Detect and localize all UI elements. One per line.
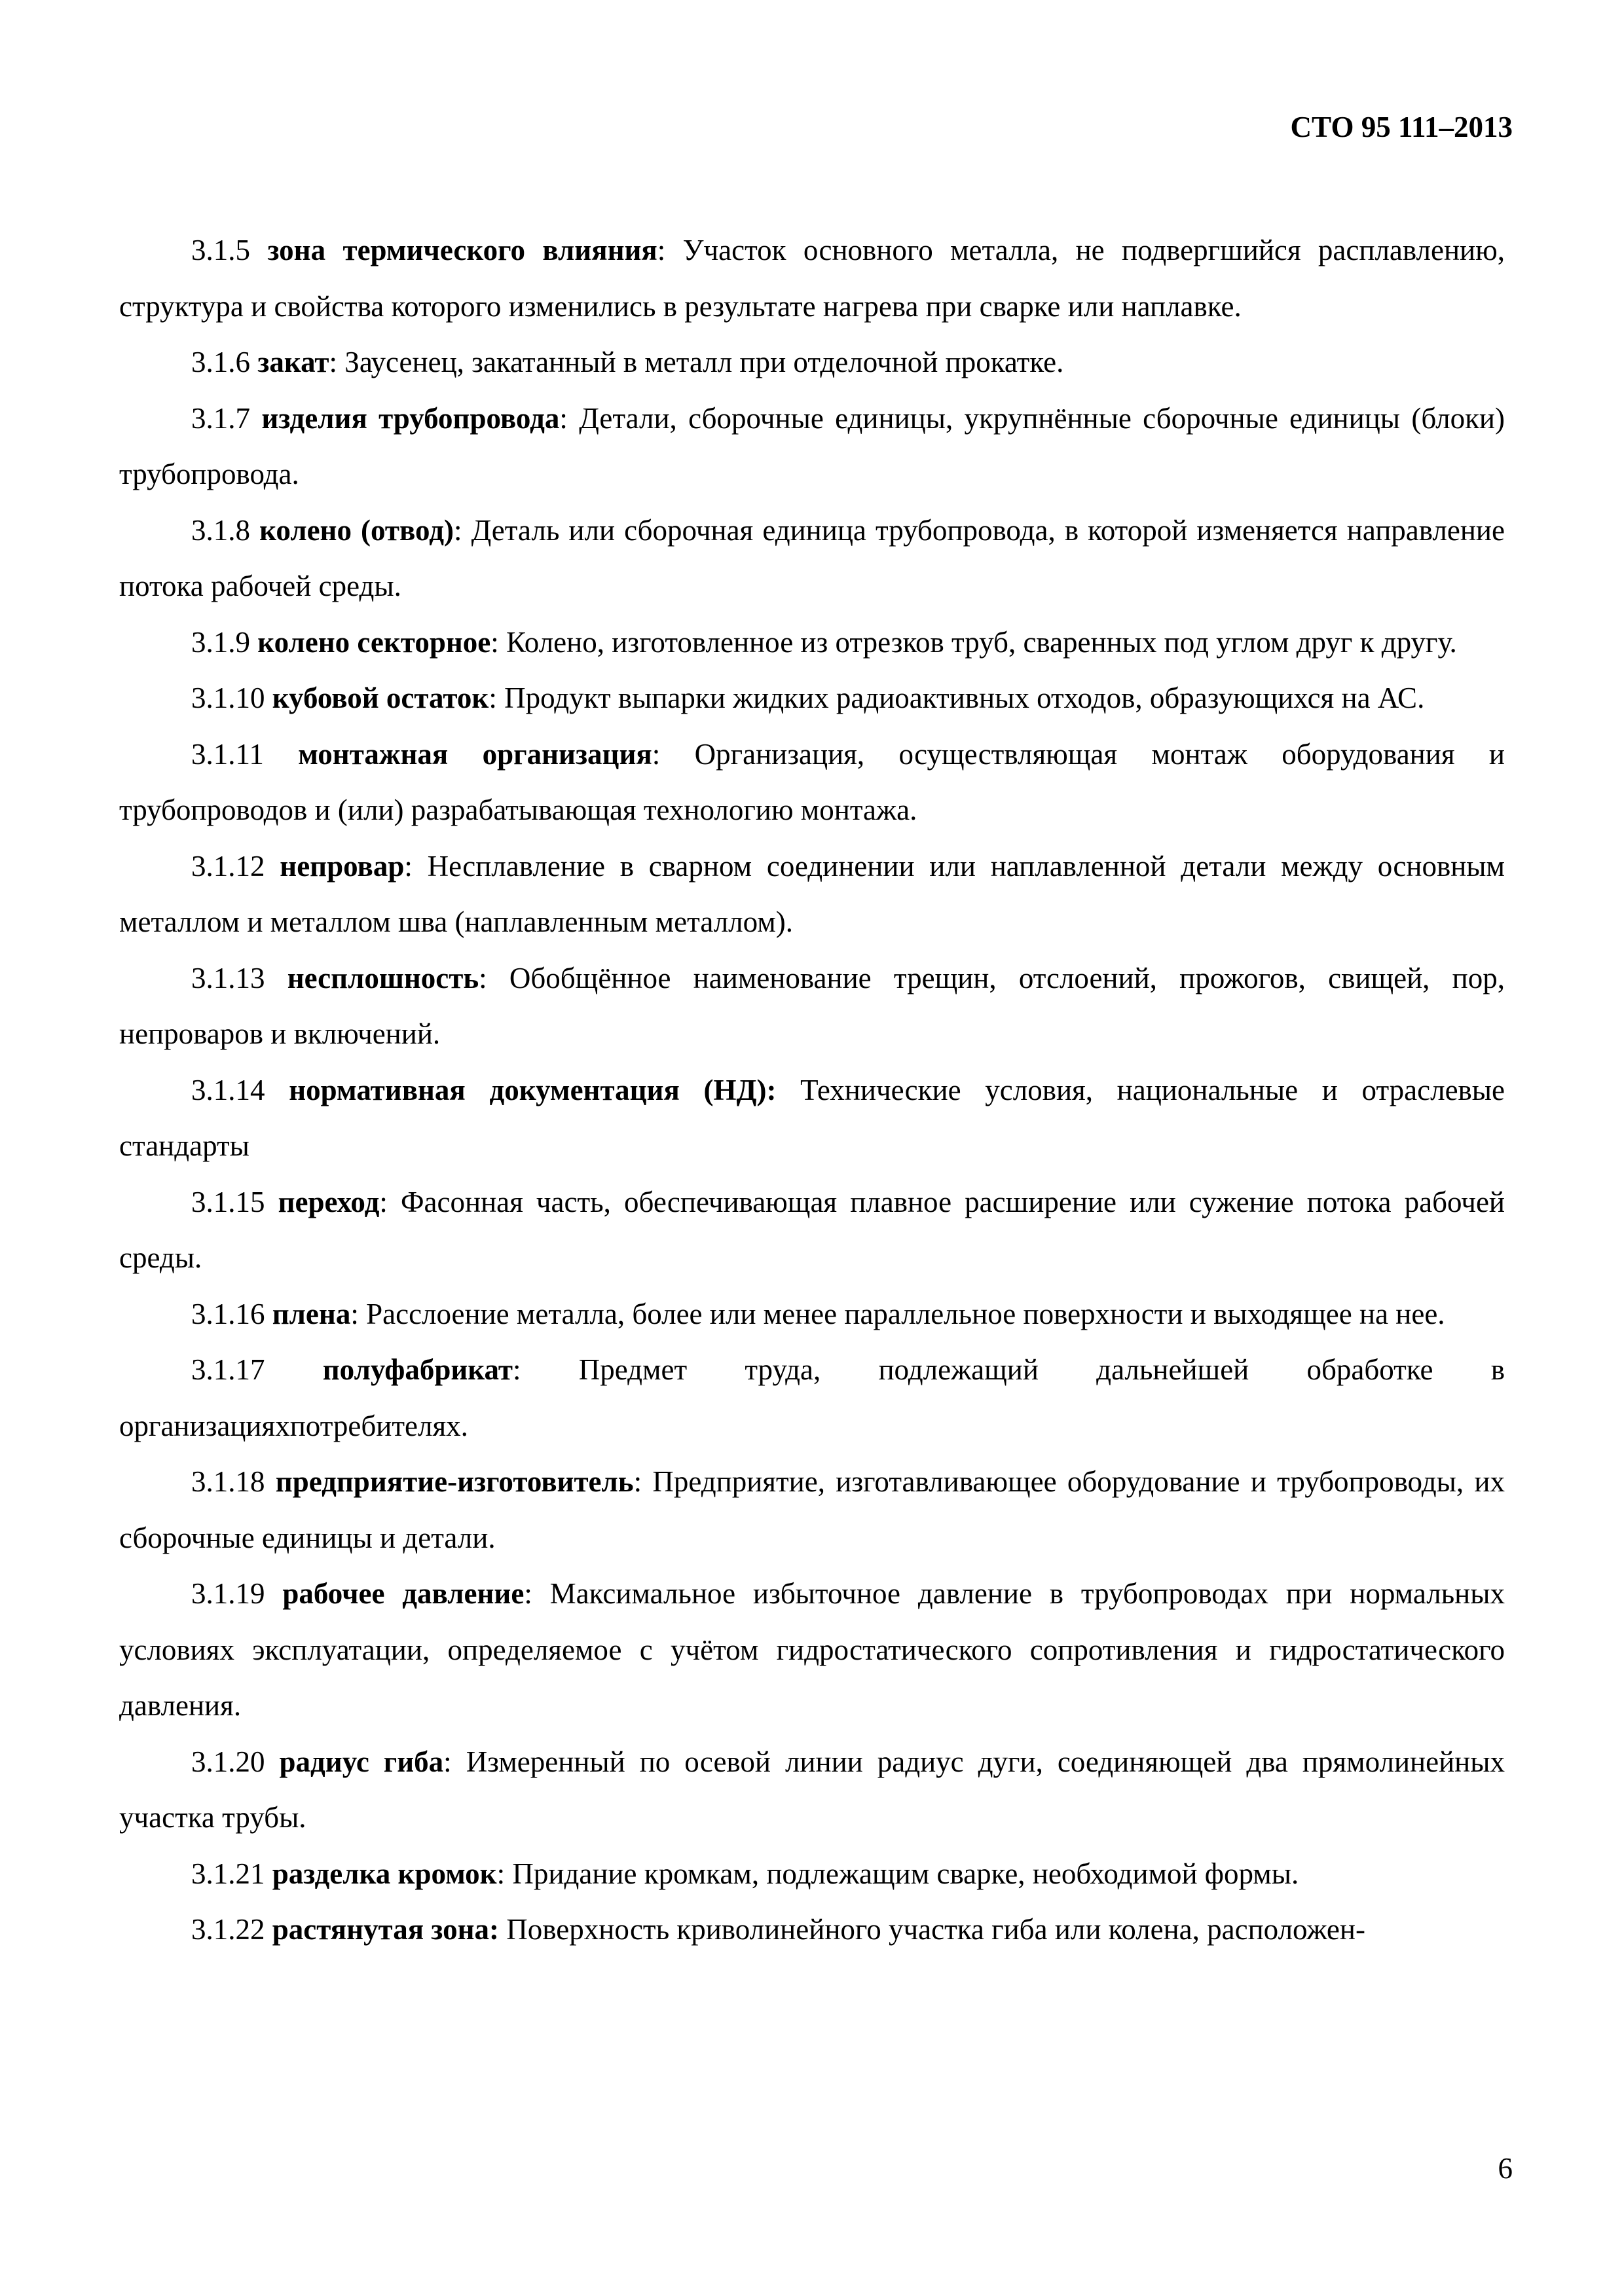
definition-separator: : [479, 961, 509, 994]
definition-number: 3.1.5 [191, 234, 250, 266]
definition-text: Максимальное избыточное давление в трубопроводах при нормальных условиях эксплуатации, определяемое с учётом гидростатического сопротивления и гидростатического давления. [119, 1577, 1505, 1722]
definition-term: разделка кромок [272, 1857, 497, 1890]
definition-term: колено (отвод) [259, 513, 454, 547]
definition-item [119, 335, 1505, 391]
definition-item [119, 1566, 1505, 1734]
definition-item [119, 1846, 1505, 1903]
definition-text: Обобщённое наименование трещин, отслоений, прожогов, свищей, пор, непроваров и включений. [119, 961, 1505, 1050]
definition-item [119, 670, 1505, 727]
definition-separator: : [329, 346, 345, 378]
definition-term: колено секторное [257, 625, 491, 659]
definition-separator: : [453, 513, 471, 547]
definition-item [119, 1902, 1505, 1958]
definition-text: Измеренный по осевой линии радиус дуги, соединяющей два прямолинейных участка трубы. [119, 1745, 1505, 1834]
definitions-list [119, 223, 1505, 1958]
definition-term: кубовой остаток [272, 682, 489, 714]
definition-separator: : [652, 737, 695, 771]
definition-separator: : [524, 1577, 550, 1610]
definition-separator: : [559, 401, 580, 435]
definition-number: 3.1.11 [191, 737, 264, 771]
definition-text: Продукт выпарки жидких радиоактивных отходов, образующихся на АС. [504, 682, 1425, 714]
definition-number: 3.1.8 [191, 513, 250, 547]
definition-separator: : [350, 1297, 367, 1330]
definition-text: Предприятие, изготавливающее оборудование и трубопроводы, их сборочные единицы и детали. [119, 1465, 1505, 1554]
definition-term: предприятие-изготовитель [275, 1465, 634, 1498]
definition-term: полуфабрикат [322, 1353, 513, 1386]
definition-text: Детали, сборочные единицы, укрупнённые сборочные единицы (блоки) трубопровода. [119, 401, 1505, 490]
definition-number: 3.1.19 [191, 1577, 265, 1610]
definition-term: переход [278, 1185, 380, 1218]
definition-term: радиус гиба [279, 1745, 444, 1778]
definition-text: Предмет труда, подлежащий дальнейшей обработке в организацияхпотребителях. [119, 1353, 1505, 1442]
definition-number: 3.1.15 [191, 1185, 265, 1218]
definition-separator: : [443, 1745, 466, 1778]
definition-item [119, 1454, 1505, 1566]
definition-item [119, 839, 1505, 951]
definition-item [119, 1063, 1505, 1175]
definition-number: 3.1.13 [191, 961, 265, 994]
definition-separator: : [496, 1857, 513, 1890]
definition-item [119, 503, 1505, 615]
definition-text: Придание кромкам, подлежащим сварке, необходимой формы. [512, 1857, 1299, 1890]
definition-number: 3.1.16 [191, 1297, 265, 1330]
definition-number: 3.1.7 [191, 401, 250, 435]
definition-number: 3.1.14 [191, 1073, 265, 1106]
definition-separator: : [633, 1465, 653, 1498]
definition-number: 3.1.12 [191, 849, 265, 883]
document-code: СТО 95 111–2013 [1290, 111, 1513, 143]
definition-term: закат [257, 346, 329, 378]
definition-term: зона термического влияния [267, 234, 657, 266]
definition-text: Фасонная часть, обеспечивающая плавное расширение или сужение потока рабочей среды. [119, 1185, 1505, 1274]
definition-item [119, 1175, 1505, 1286]
definition-separator [499, 1913, 506, 1946]
definition-item [119, 223, 1505, 335]
definition-term: несплошность [287, 961, 479, 994]
definition-separator: : [404, 849, 428, 883]
definition-text: Технические условия, национальные и отраслевые стандарты [119, 1073, 1505, 1162]
definition-term: монтажная организация [298, 737, 652, 771]
definition-number: 3.1.6 [191, 346, 250, 378]
definition-number: 3.1.18 [191, 1465, 265, 1498]
definition-text: Колено, изготовленное из отрезков труб, сваренных под углом друг к другу. [506, 625, 1457, 659]
definition-term: плена [272, 1297, 351, 1330]
definition-text: Расслоение металла, более или менее параллельное поверхности и выходящее на нее. [366, 1297, 1445, 1330]
definition-item [119, 727, 1505, 839]
definition-number: 3.1.9 [191, 625, 250, 659]
definition-separator: : [657, 234, 683, 266]
definition-number: 3.1.22 [191, 1913, 265, 1946]
definition-separator: : [512, 1353, 579, 1386]
definition-separator [776, 1074, 800, 1106]
definition-number: 3.1.10 [191, 682, 265, 714]
definition-text: Поверхность криволинейного участка гиба или колена, расположен- [506, 1913, 1365, 1946]
definition-text: Организация, осуществляющая монтаж оборудования и трубопроводов и (или) разрабатывающая технологию монтажа. [119, 737, 1505, 826]
definition-number: 3.1.17 [191, 1353, 265, 1386]
definition-term: нормативная документация (НД): [289, 1073, 777, 1106]
definition-item [119, 391, 1505, 503]
definition-item [119, 615, 1505, 671]
definition-text: Несплавление в сварном соединении или наплавленной детали между основным металлом и металлом шва (наплавленным металлом). [119, 849, 1505, 938]
definition-number: 3.1.21 [191, 1857, 265, 1890]
definition-separator: : [379, 1185, 401, 1218]
definition-text: Деталь или сборочная единица трубопровода, в которой изменяется направление потока рабочей среды. [119, 513, 1505, 602]
definition-item [119, 1286, 1505, 1343]
definition-separator: : [490, 625, 507, 659]
definition-term: рабочее давление [282, 1577, 525, 1610]
page-number: 6 [1498, 2152, 1513, 2185]
definition-number: 3.1.20 [191, 1745, 265, 1778]
definition-separator: : [489, 682, 505, 714]
definition-term: непровар [280, 849, 405, 883]
definition-term: изделия трубопровода [261, 401, 560, 435]
definition-item [119, 1734, 1505, 1846]
definition-text: Заусенец, закатанный в металл при отделочной прокатке. [344, 346, 1064, 378]
definition-term: растянутая зона: [272, 1913, 500, 1946]
definition-item [119, 951, 1505, 1063]
definition-item [119, 1342, 1505, 1454]
definition-text: Участок основного металла, не подвергшийся расплавлению, структура и свойства которого изменились в результате нагрева при сварке или наплавке. [119, 234, 1505, 323]
